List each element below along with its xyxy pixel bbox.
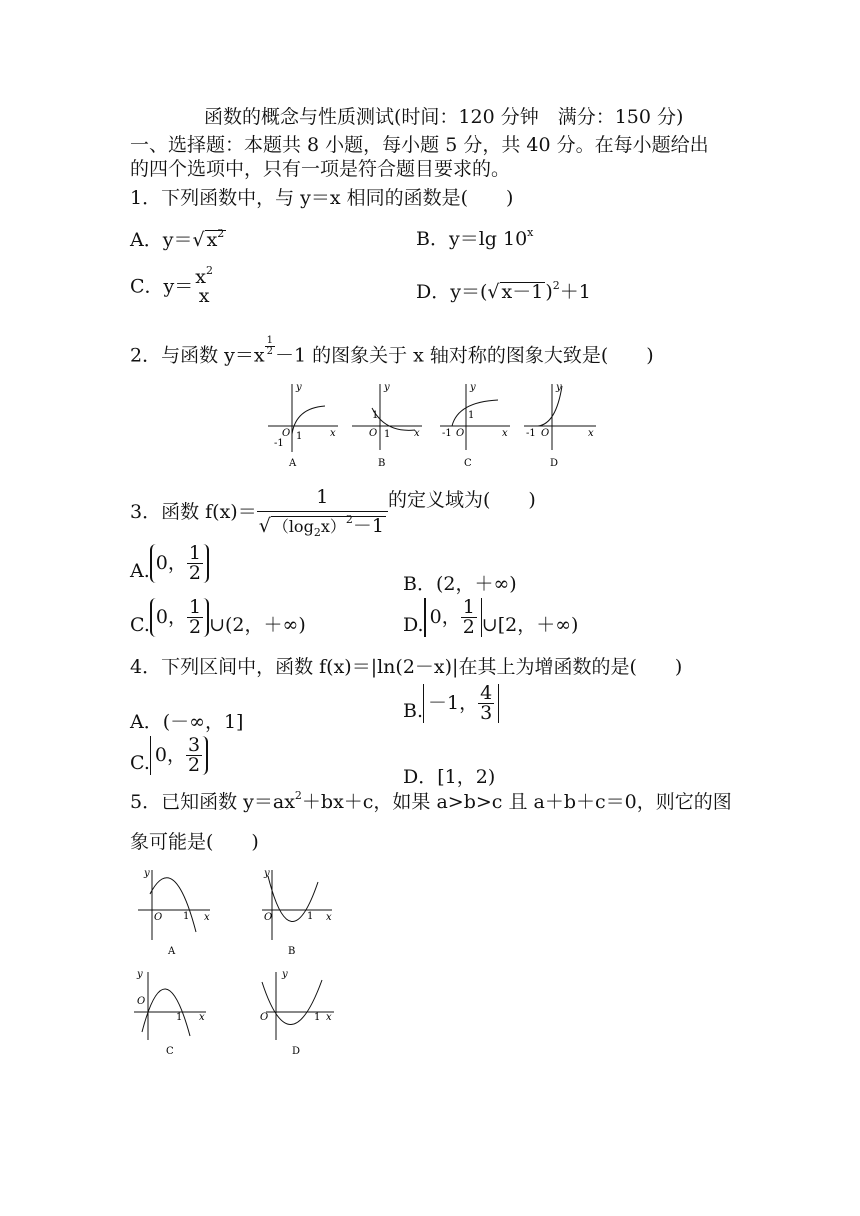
q2-graph-d [524,382,596,468]
q4-option-d: D．[1，2) [403,766,496,788]
tick-1: 1 [183,911,190,922]
q3-option-b: B．(2，＋∞) [403,573,517,595]
section-heading-line2: 的四个选项中，只有一项是符合题目要求的。 [130,158,511,180]
y-label: y [144,868,150,879]
q4-option-c: C. 0， $\frac{3}{2}$ [130,736,208,775]
curve [452,400,498,426]
graph-label: D [292,1046,301,1057]
q5-graph-c [134,969,206,1057]
graph-label: D [550,458,559,468]
origin-label: O [260,1012,269,1023]
y-label: y [296,382,302,393]
q2-graph-c [440,382,510,468]
q2-graph-b [352,382,422,468]
tick-neg1: -1 [526,428,536,439]
tick-neg1: -1 [442,428,452,439]
q5-graph-d [260,969,334,1057]
sqrt-sign: √ [192,229,205,251]
tick-y1: 1 [372,410,379,421]
q1-option-d: D．y＝(√ x－1 )$^2$＋1 [416,279,591,303]
y-label: y [264,868,270,879]
q3-option-c: C. 0， $\frac{1}{2}$ ∪(2，＋∞) [130,596,306,638]
graph-label: B [378,458,386,468]
origin-label: O [282,428,291,439]
q4-stem: 4．下列区间中，函数 f(x)＝|ln(2－x)|在其上为增函数的是( ) [130,656,683,678]
origin-label: O [154,912,163,923]
parabola [150,878,196,932]
graph-label: C [464,458,472,468]
tick-1: 1 [307,911,314,922]
tick-1: 1 [384,429,391,440]
x-label: x [414,428,420,439]
x-label: x [330,428,336,439]
q5-stem-line2: 象可能是( ) [130,831,259,853]
q2-graph-a [268,382,338,468]
x-label: x [502,428,508,439]
y-label: y [282,969,288,980]
graph-label: C [166,1046,174,1057]
origin-label: O [541,428,550,439]
q5-graphs [0,864,860,1064]
q1-stem: 1．下列函数中，与 y＝x 相同的函数是( ) [130,187,514,209]
tick-1: 1 [296,431,303,442]
y-label: y [556,382,562,393]
sqrt-sign: √ [258,515,271,537]
tick-1: 1 [314,1012,321,1023]
q4-option-b: B. －1， $\frac{4}{3}$ [403,684,499,723]
section-heading-line1: 一、选择题：本题共 8 小题，每小题 5 分，共 40 分。在每小题给出 [130,134,709,156]
q5-graph-a [138,868,210,957]
y-label: y [384,382,390,393]
tick-1: 1 [176,1012,183,1023]
sqrt-sign: √ [487,281,500,303]
curve [372,408,415,430]
q2-stem: 2．与函数 y＝x $\frac{1}{2}$ －1 的图象关于 x 轴对称的图象大致是( ) [130,335,654,367]
x-label: x [588,428,594,439]
y-label: y [137,969,143,980]
origin-label: O [264,912,273,923]
q2-graphs [0,378,860,468]
x-label: x [326,1012,332,1023]
origin-label: O [137,996,146,1007]
origin-label: O [369,428,378,439]
x-label: x [199,1012,205,1023]
x-label: x [326,912,332,923]
tick-1: 1 [468,410,475,421]
parabola [262,980,322,1025]
q1-option-c: C．y＝ $x^2$ x [130,264,213,307]
q3-option-d: D. 0， $\frac{1}{2}$ ∪[2，＋∞) [403,596,579,638]
page-title: 函数的概念与性质测试(时间：120 分钟 满分：150 分) [204,106,684,128]
curve [292,406,325,434]
y-label: y [470,382,476,393]
tick-neg1: -1 [274,438,284,449]
graph-label: A [289,458,297,468]
q1-option-b: B．y＝lg 10$^x$ [416,226,534,250]
q3-stem: 3．函数 f(x)＝ $\frac{1}{√ (\log_2x)^2-1}$ 的定义域为( ) [130,486,536,539]
q3-option-a: A. 0， $\frac{1}{2}$ [130,544,209,583]
q5-stem: 5．已知函数 $y=ax^2+bx+c$，如果 a>b>c 且 a＋b＋c＝0，则它的图 [130,789,732,813]
x-label: x [204,912,210,923]
graph-label: B [288,946,296,957]
q1-option-a: A．y＝√ $x^2$ [130,227,225,251]
graph-label: A [168,946,176,957]
origin-label: O [456,428,465,439]
q4-option-a: A．(－∞，1] [130,711,244,733]
q5-graph-b [262,868,332,957]
